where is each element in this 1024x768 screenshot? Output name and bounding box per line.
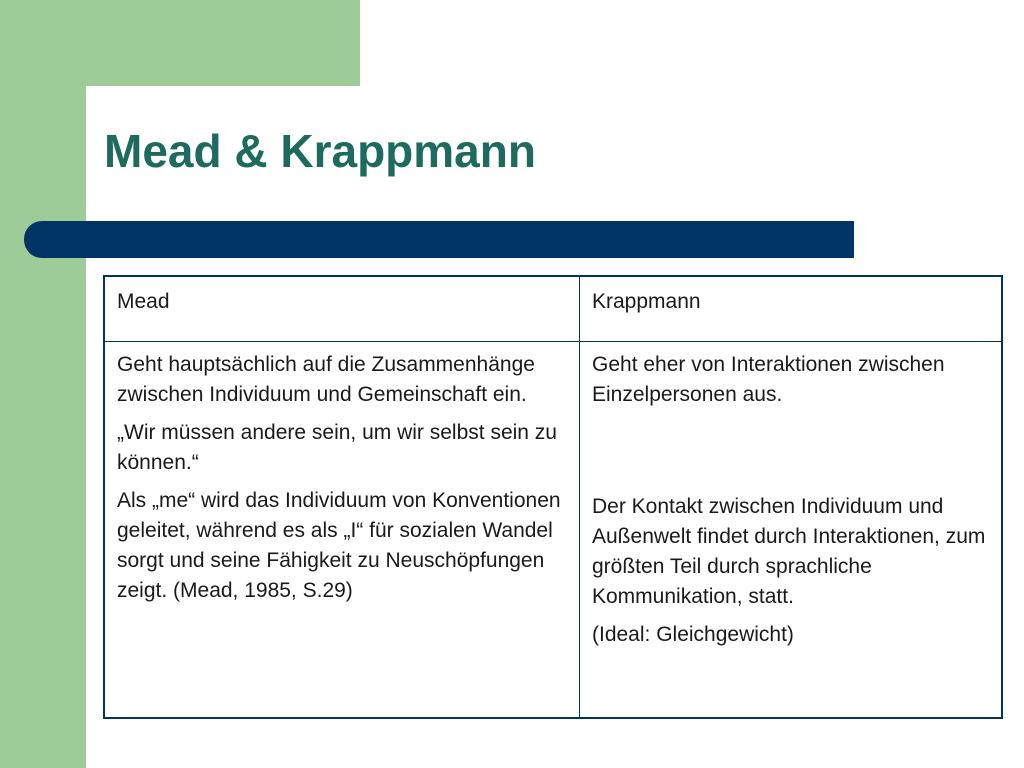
krappmann-paragraph-3: (Ideal: Gleichgewicht)	[592, 623, 794, 646]
header-krappmann: Krappmann	[580, 276, 1003, 342]
cell-krappmann	[580, 342, 1003, 719]
krappmann-paragraph-1: Geht eher von Interaktionen zwischen Einzelpersonen aus.	[592, 353, 945, 406]
cell-mead	[104, 342, 580, 719]
left-accent-bar	[0, 0, 86, 768]
table-header-row	[104, 276, 1002, 342]
top-accent-block	[0, 0, 360, 86]
mead-paragraph-1: Geht hauptsächlich auf die Zusammenhänge zwischen Individuum und Gemeinschaft ein.	[117, 353, 535, 406]
title-divider-bar	[24, 221, 854, 258]
comparison-table	[103, 275, 1003, 719]
mead-paragraph-3: Als „me“ wird das Individuum von Konventionen geleitet, während es als „I“ für sozialen Wandel sorgt und seine Fähigkeit zu Neuschöpfungen zeigt. (Mead, 1985, S.29)	[117, 489, 561, 602]
table-body-row	[104, 342, 1002, 719]
krappmann-paragraph-2: Der Kontakt zwischen Individuum und Außenwelt findet durch Interaktionen, zum größten Teil durch sprachliche Kommunikation, statt.	[592, 495, 986, 608]
slide-title: Mead & Krappmann	[104, 125, 536, 177]
mead-quote: „Wir müssen andere sein, um wir selbst sein zu können.“	[117, 421, 557, 474]
header-mead: Mead	[104, 276, 580, 342]
